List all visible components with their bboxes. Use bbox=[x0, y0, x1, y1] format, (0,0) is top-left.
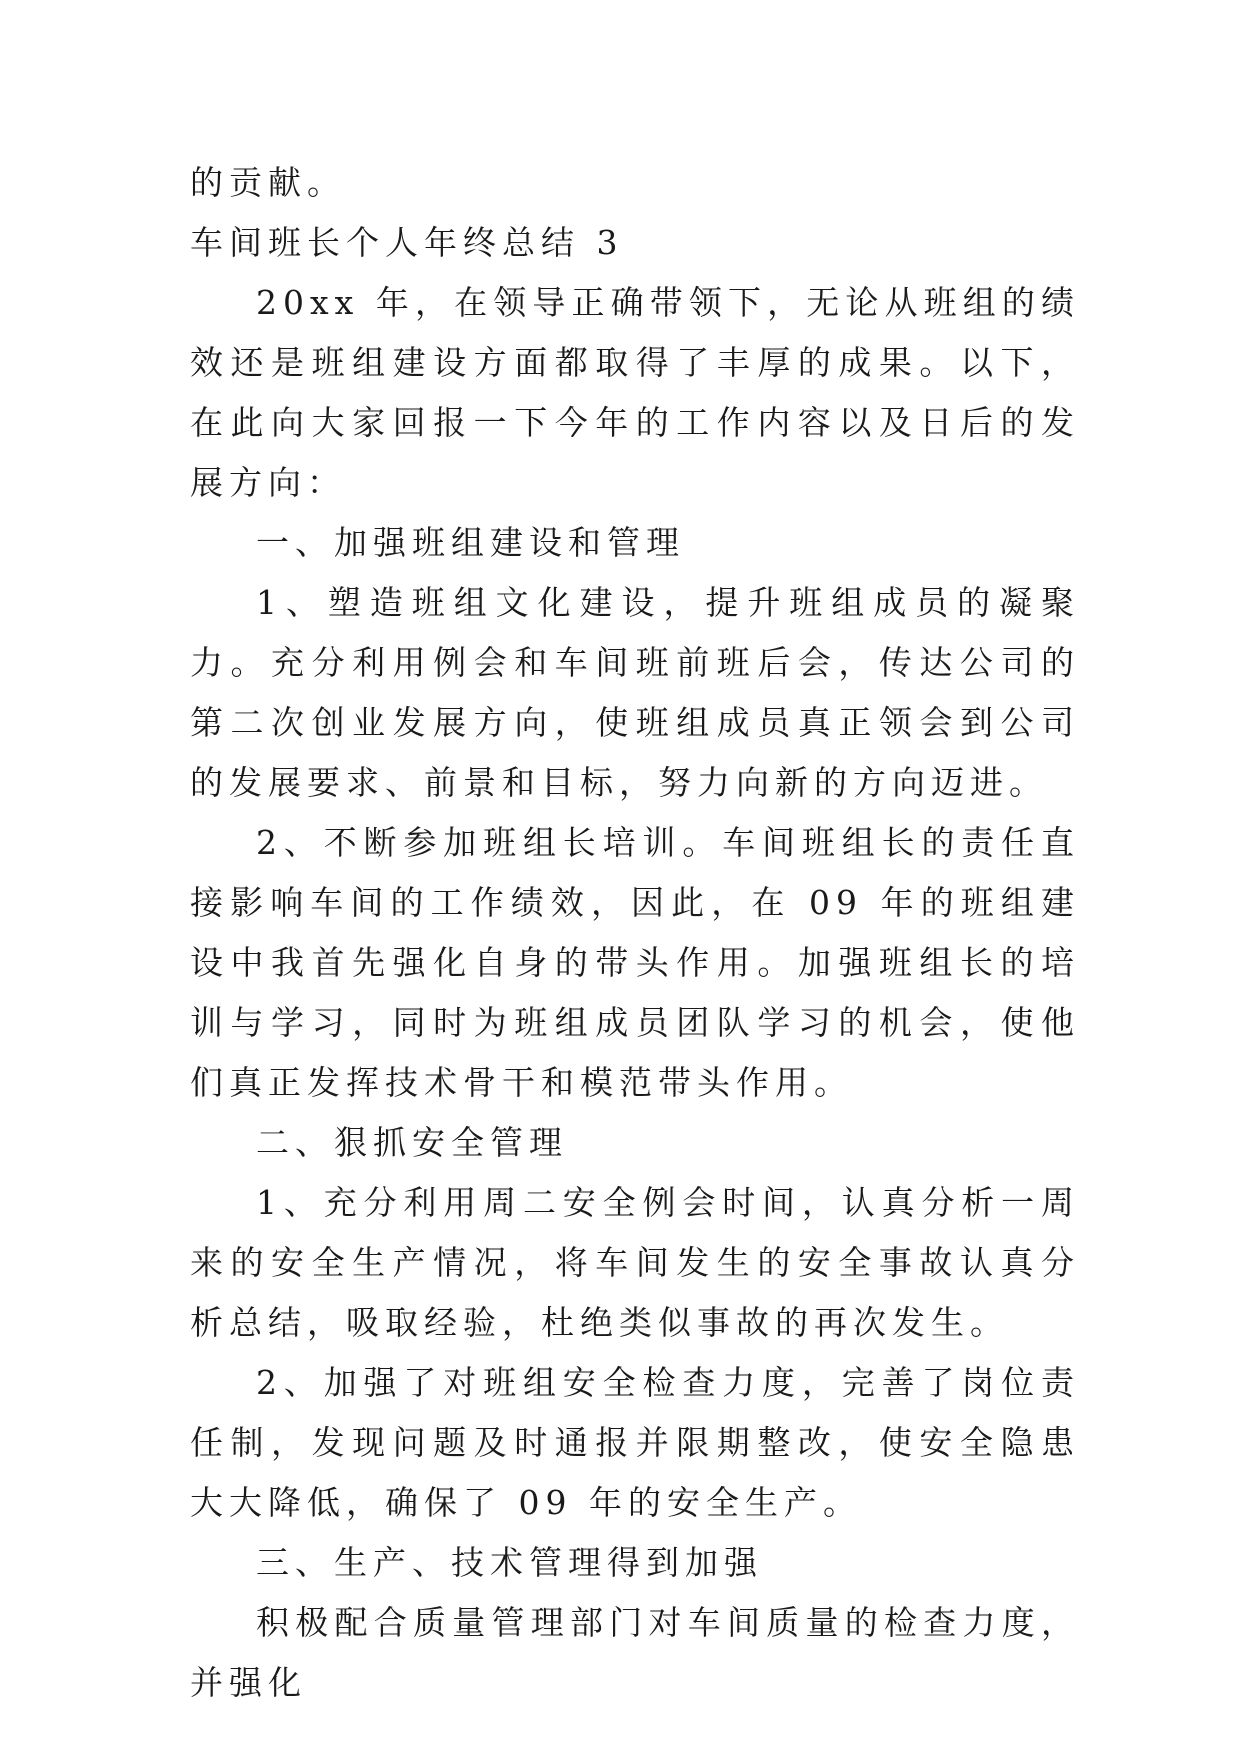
paragraph-item: 积极配合质量管理部门对车间质量的检查力度，并强化 bbox=[190, 1603, 1080, 1702]
document-body bbox=[190, 153, 1080, 1713]
section-title: 车间班长个人年终总结 3 bbox=[190, 223, 624, 262]
paragraph-item: 1、塑造班组文化建设，提升班组成员的凝聚力。充分利用例会和车间班前班后会，传达公司的第二次创业发展方向，使班组成员真正领会到公司的发展要求、前景和目标，努力向新的方向迈进。 bbox=[190, 583, 1080, 802]
paragraph-intro: 20xx 年，在领导正确带领下，无论从班组的绩效还是班组建设方面都取得了丰厚的成果。以下，在此向大家回报一下今年的工作内容以及日后的发展方向： bbox=[190, 283, 1080, 502]
paragraph-continuation: 的贡献。 bbox=[190, 163, 346, 202]
paragraph-item: 2、加强了对班组安全检查力度，完善了岗位责任制，发现问题及时通报并限期整改，使安全隐患大大降低，确保了 09 年的安全生产。 bbox=[190, 1363, 1080, 1522]
heading-three: 三、生产、技术管理得到加强 bbox=[256, 1543, 763, 1582]
paragraph-item: 2、不断参加班组长培训。车间班组长的责任直接影响车间的工作绩效，因此，在 09 年的班组建设中我首先强化自身的带头作用。加强班组长的培训与学习，同时为班组成员团队学习的机会，使他们真正发挥技术骨干和模范带头作用。 bbox=[190, 823, 1080, 1102]
heading-one: 一、加强班组建设和管理 bbox=[256, 523, 685, 562]
paragraph-item: 1、充分利用周二安全例会时间，认真分析一周来的安全生产情况，将车间发生的安全事故认真分析总结，吸取经验，杜绝类似事故的再次发生。 bbox=[190, 1183, 1080, 1342]
heading-two: 二、狠抓安全管理 bbox=[256, 1123, 568, 1162]
